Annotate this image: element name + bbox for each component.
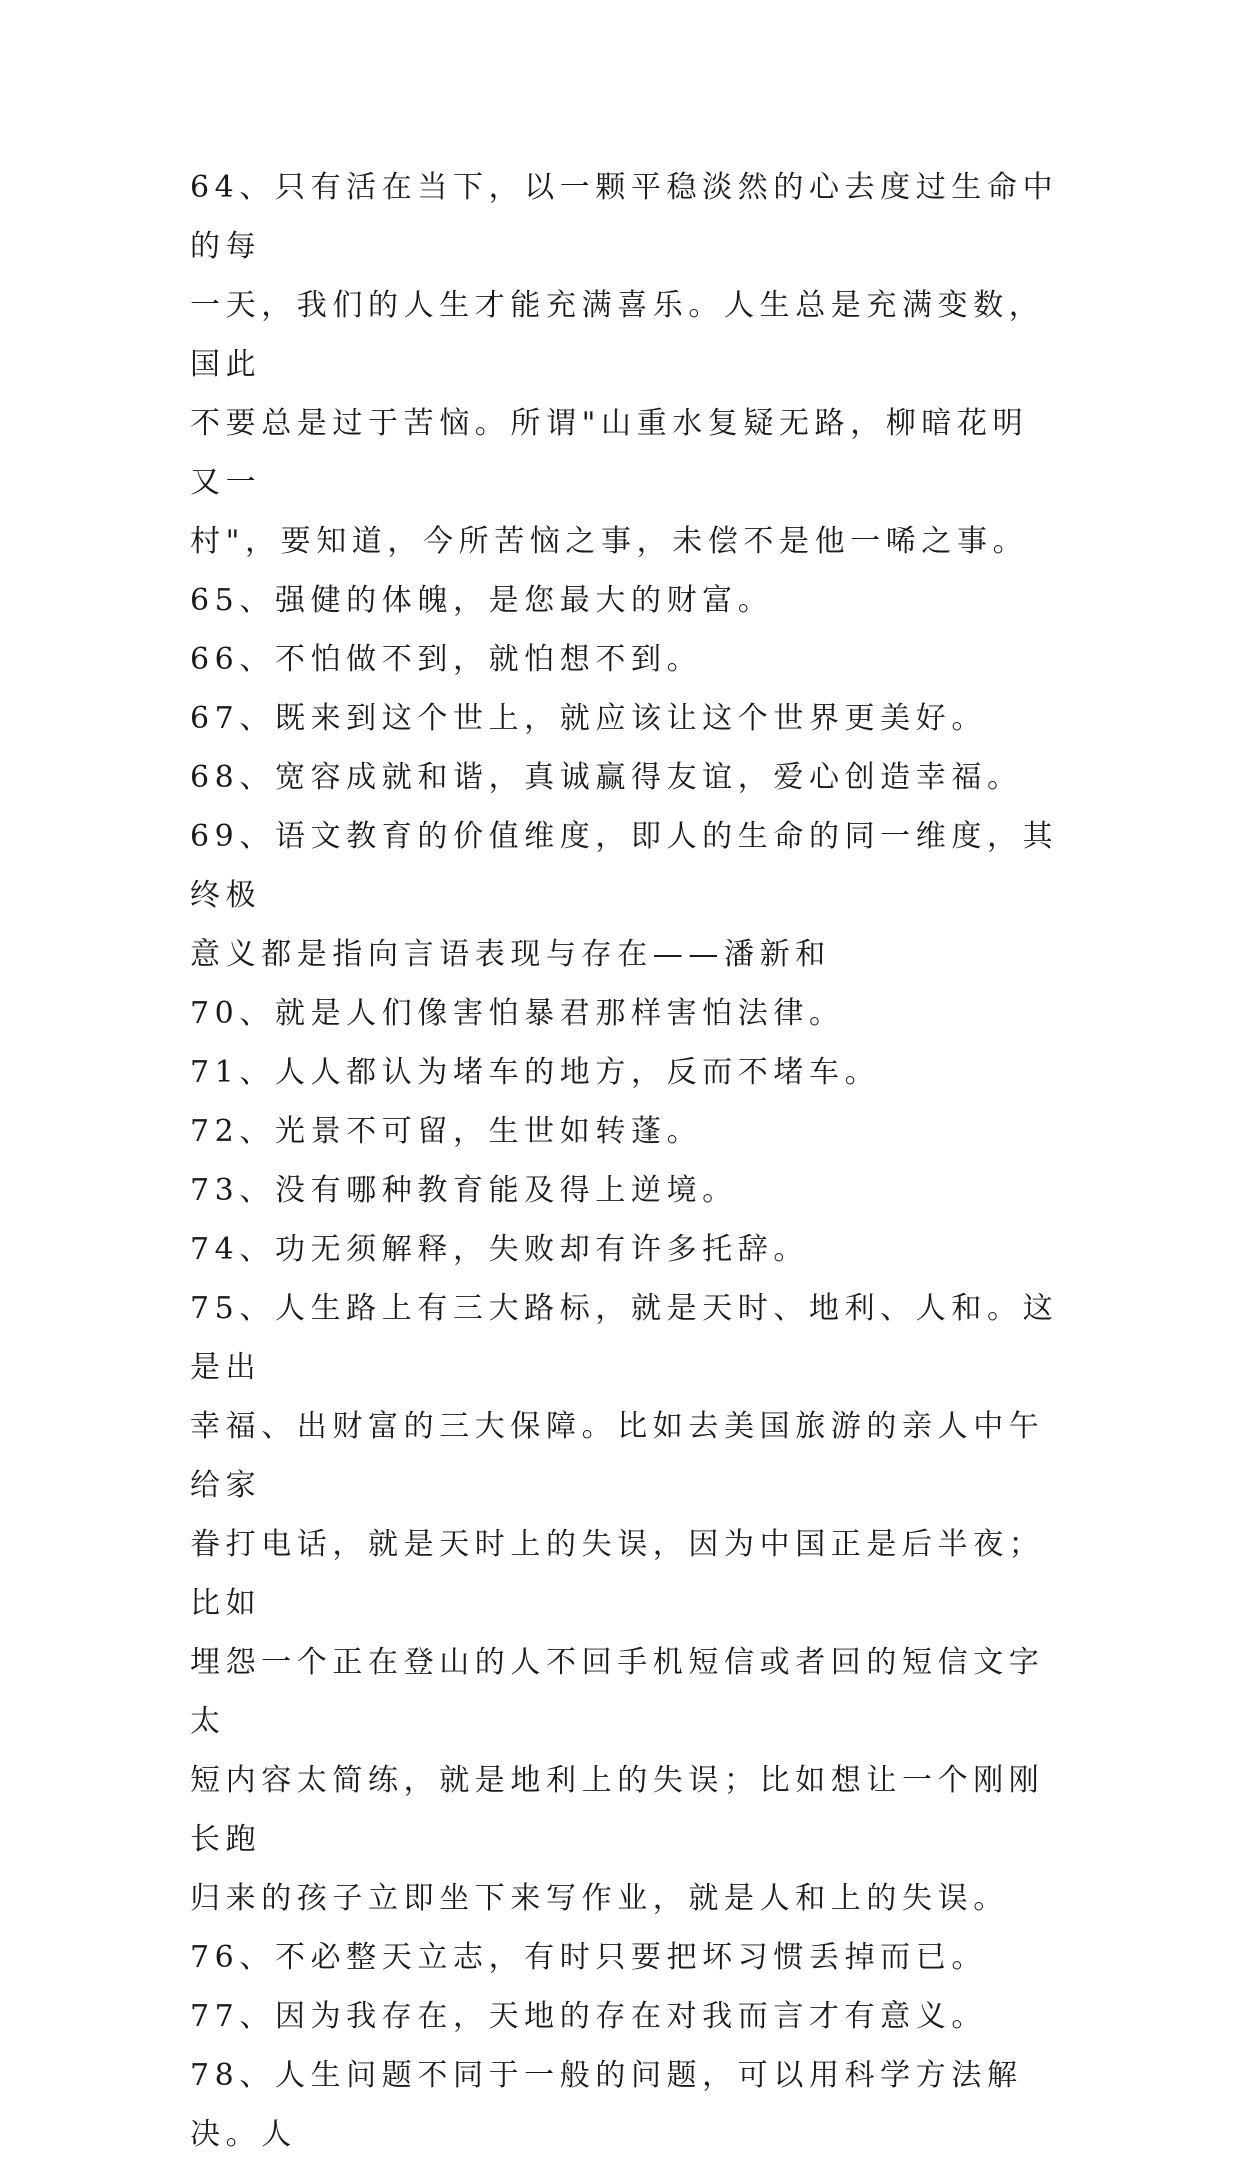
entry-72: 72、光景不可留，生世如转蓬。	[190, 1114, 703, 1149]
entry-71: 71、人人都认为堵车的地方，反而不堵车。	[190, 1055, 881, 1090]
document-body	[190, 158, 1060, 2164]
entry-67: 67、既来到这个世上，就应该让这个世界更美好。	[190, 701, 987, 736]
entry-78: 78、人生问题不同于一般的问题，可以用科学方法解决。人	[190, 2058, 1023, 2152]
entry-74: 74、功无须解释，失败却有许多托辞。	[190, 1232, 809, 1267]
entry-65: 65、强健的体魄，是您最大的财富。	[190, 583, 774, 618]
entry-64: 64、只有活在当下，以一颗平稳淡然的心去度过生命中的每 一天，我们的人生才能充满喜乐。人生总是充满变数，国此 不要总是过于苦恼。所谓"山重水复疑无路，柳暗花明又一 村"，要知道，今所苦恼之事，未偿不是他一唏之事。	[190, 170, 1059, 559]
entry-66: 66、不怕做不到，就怕想不到。	[190, 642, 703, 677]
entry-70: 70、就是人们像害怕暴君那样害怕法律。	[190, 996, 845, 1031]
entry-76: 76、不必整天立志，有时只要把坏习惯丢掉而已。	[190, 1940, 987, 1975]
entry-77: 77、因为我存在，天地的存在对我而言才有意义。	[190, 1999, 987, 2034]
entry-75: 75、人生路上有三大路标，就是天时、地利、人和。这是出 幸福、出财富的三大保障。比如去美国旅游的亲人中午给家 眷打电话，就是天时上的失误，因为中国正是后半夜；比如 埋怨一个正在登山的人不回手机短信或者回的短信文字太 短内容太简练，就是地利上的失误；比如想让一个刚刚长跑 归来的孩子立即坐下来写作业，就是人和上的失误。	[190, 1291, 1059, 1916]
entry-68: 68、宽容成就和谐，真诚赢得友谊，爱心创造幸福。	[190, 760, 1023, 795]
entry-73: 73、没有哪种教育能及得上逆境。	[190, 1173, 738, 1208]
entry-69: 69、语文教育的价值维度，即人的生命的同一维度，其终极 意义都是指向言语表现与存在——潘新和	[190, 819, 1059, 972]
